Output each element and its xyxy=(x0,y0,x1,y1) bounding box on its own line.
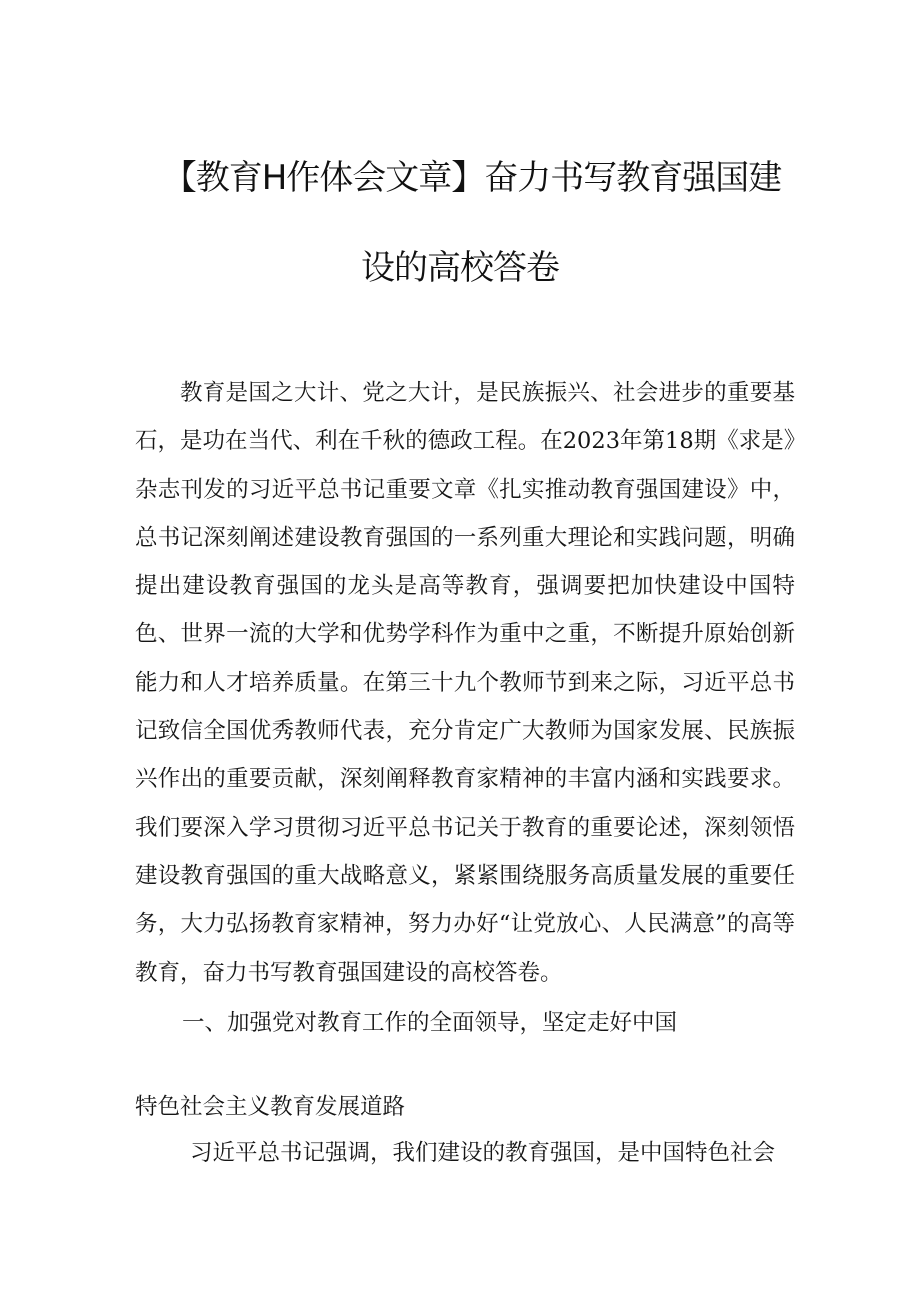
section-heading-1-line-2: 特色社会主义教育发展道路 xyxy=(135,1094,406,1120)
document-title-line-2: 设的高校答卷 xyxy=(361,248,559,288)
section-heading-1-line-1: 一、加强党对教育工作的全面领导，坚定走好中国 xyxy=(182,1010,678,1036)
intro-paragraph: 教育是国之大计、党之大计，是民族振兴、社会进步的重要基石，是功在当代、利在千秋的德政工程。在2023年第18期《求是》杂志刊发的习近平总书记重要文章《扎实推动教育强国建设》中，总书记深刻阐述建设教育强国的一系列重大理论和实践问题，明确提出建设教育强国的龙头是高等教育，强调要把加快建设中国特色、世界一流的大学和优势学科作为重中之重，不断提升原始创新能力和人才培养质量。在第三十九个教师节到来之际，习近平总书记致信全国优秀教师代表，充分肯定广大教师为国家发展、民族振兴作出的重要贡献，深刻阐释教育家精神的丰富内涵和实践要求。我们要深入学习贯彻习近平总书记关于教育的重要论述，深刻领悟建设教育强国的重大战略意义，紧紧围绕服务高质量发展的重要任务，大力弘扬教育家精神，努力办好“让党放心、人民满意”的高等教育，奋力书写教育强国建设的高校答卷。 xyxy=(135,380,795,986)
section-1-paragraph: 习近平总书记强调，我们建设的教育强国，是中国特色社会 xyxy=(190,1140,776,1166)
document-title-line-1: 【教育H作体会文章】奋力书写教育强国建 xyxy=(162,158,782,198)
